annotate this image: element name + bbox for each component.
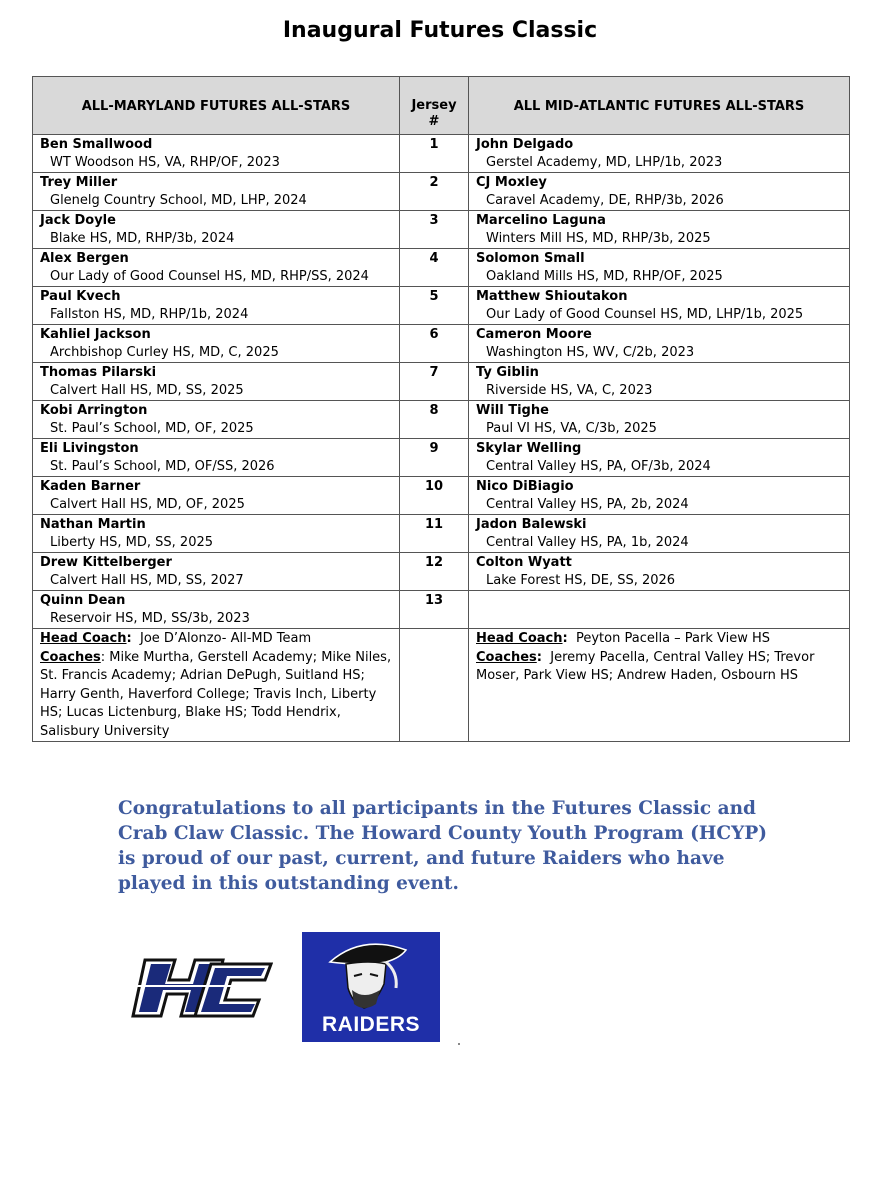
left-player-detail: Blake HS, MD, RHP/3b, 2024 — [50, 231, 235, 246]
table-row — [33, 249, 850, 287]
right-player-name: Matthew Shioutakon — [476, 289, 628, 304]
right-player-name: Ty Giblin — [476, 365, 539, 380]
left-player-name: Eli Livingston — [40, 441, 139, 456]
left-coaches-cell: Head Coach: Joe D’Alonzo- All-MD Team Coaches: Mike Murtha, Gerstell Academy; Mike Niles, St. Francis Academy; Adrian DePugh, Suitland HS; Harry Genth, Haverford College; Travis Inch, Liberty HS; Lucas Lictenburg, Blake HS; Todd Hendrix, Salisbury University — [33, 629, 400, 742]
raiders-logo-text: RAIDERS — [321, 1013, 420, 1036]
congratulations-message: Congratulations to all participants in the Futures Classic and Crab Claw Classic. The Howard County Youth Program (HCYP) is proud of our past, current, and future Raiders who have played in this outstanding event. — [118, 798, 767, 894]
right-player-name: Marcelino Laguna — [476, 213, 606, 228]
left-player-detail: St. Paul’s School, MD, OF, 2025 — [50, 421, 254, 436]
table-row — [33, 401, 850, 439]
table-row — [33, 325, 850, 363]
right-player-detail: Riverside HS, VA, C, 2023 — [486, 383, 653, 398]
table-row — [33, 477, 850, 515]
left-player-detail: Reservoir HS, MD, SS/3b, 2023 — [50, 611, 250, 626]
header-left-team: ALL-MARYLAND FUTURES ALL-STARS — [33, 77, 400, 135]
left-player-cell — [33, 553, 400, 591]
pirate-icon — [302, 932, 440, 1012]
left-player-name: Drew Kittelberger — [40, 555, 172, 570]
right-player-name: Nico DiBiagio — [476, 479, 574, 494]
right-player-cell — [469, 135, 850, 173]
table-row — [33, 287, 850, 325]
left-player-cell — [33, 591, 400, 629]
header-right-team: ALL MID-ATLANTIC FUTURES ALL-STARS — [469, 77, 850, 135]
coaches-jersey-empty — [400, 629, 469, 742]
left-player-detail: Our Lady of Good Counsel HS, MD, RHP/SS, 2024 — [50, 269, 369, 284]
left-player-name: Kobi Arrington — [40, 403, 148, 418]
jersey-number: 1 — [400, 135, 469, 173]
left-player-cell — [33, 287, 400, 325]
right-player-cell — [469, 287, 850, 325]
header-jersey — [400, 77, 469, 135]
table-row — [33, 211, 850, 249]
left-player-name: Kaden Barner — [40, 479, 141, 494]
left-player-detail: Glenelg Country School, MD, LHP, 2024 — [50, 193, 307, 208]
left-player-cell — [33, 249, 400, 287]
header-jersey-line1: Jersey — [411, 98, 457, 113]
coaches-row — [33, 629, 850, 742]
left-coaches-label: Coaches — [40, 649, 101, 665]
jersey-number: 12 — [400, 553, 469, 591]
left-player-name: Paul Kvech — [40, 289, 121, 304]
jersey-number: 10 — [400, 477, 469, 515]
left-player-name: Nathan Martin — [40, 517, 146, 532]
right-player-detail: Oakland Mills HS, MD, RHP/OF, 2025 — [486, 269, 723, 284]
right-player-name: Colton Wyatt — [476, 555, 572, 570]
table-row — [33, 439, 850, 477]
right-player-cell — [469, 173, 850, 211]
jersey-number: 6 — [400, 325, 469, 363]
left-player-detail: WT Woodson HS, VA, RHP/OF, 2023 — [50, 155, 280, 170]
speck — [458, 1043, 460, 1045]
jersey-number: 2 — [400, 173, 469, 211]
page-title: Inaugural Futures Classic — [282, 18, 598, 43]
left-player-detail: Calvert Hall HS, MD, SS, 2027 — [50, 573, 244, 588]
right-player-name: John Delgado — [476, 137, 574, 152]
roster-table — [32, 76, 850, 742]
right-player-detail: Central Valley HS, PA, 2b, 2024 — [486, 497, 689, 512]
right-player-detail: Caravel Academy, DE, RHP/3b, 2026 — [486, 193, 724, 208]
left-player-cell — [33, 515, 400, 553]
right-player-detail: Central Valley HS, PA, OF/3b, 2024 — [486, 459, 711, 474]
right-player-detail: Paul VI HS, VA, C/3b, 2025 — [486, 421, 657, 436]
right-player-detail: Our Lady of Good Counsel HS, MD, LHP/1b, 2025 — [486, 307, 804, 322]
right-player-name: Solomon Small — [476, 251, 585, 266]
left-player-detail: St. Paul’s School, MD, OF/SS, 2026 — [50, 459, 275, 474]
right-player-cell — [469, 363, 850, 401]
jersey-number: 9 — [400, 439, 469, 477]
left-head-coach-label: Head Coach — [40, 631, 127, 646]
hc-logo-mark — [133, 960, 271, 1016]
left-player-cell — [33, 401, 400, 439]
left-player-name: Kahliel Jackson — [40, 327, 151, 342]
right-player-cell — [469, 477, 850, 515]
left-player-detail: Calvert Hall HS, MD, OF, 2025 — [50, 497, 245, 512]
left-player-name: Thomas Pilarski — [40, 365, 157, 380]
right-player-cell — [469, 211, 850, 249]
right-player-detail: Central Valley HS, PA, 1b, 2024 — [486, 535, 689, 550]
right-head-coach-value: Peyton Pacella – Park View HS — [575, 631, 771, 646]
right-player-cell — [469, 439, 850, 477]
table-row — [33, 515, 850, 553]
jersey-number: 11 — [400, 515, 469, 553]
left-player-detail: Calvert Hall HS, MD, SS, 2025 — [50, 383, 244, 398]
jersey-number: 7 — [400, 363, 469, 401]
right-player-name: Will Tighe — [476, 403, 549, 418]
right-player-detail: Lake Forest HS, DE, SS, 2026 — [486, 573, 676, 588]
left-player-detail: Liberty HS, MD, SS, 2025 — [50, 535, 214, 550]
jersey-number: 3 — [400, 211, 469, 249]
table-row — [33, 135, 850, 173]
left-player-name: Jack Doyle — [40, 213, 116, 228]
hc-logo — [131, 956, 273, 1020]
right-head-coach-label: Head Coach — [476, 631, 563, 646]
right-player-name: Skylar Welling — [476, 441, 582, 456]
table-row — [33, 363, 850, 401]
left-player-name: Trey Miller — [40, 175, 118, 190]
right-player-cell — [469, 591, 850, 629]
right-player-cell — [469, 325, 850, 363]
jersey-number: 5 — [400, 287, 469, 325]
left-player-cell — [33, 211, 400, 249]
right-player-cell — [469, 553, 850, 591]
left-player-cell — [33, 477, 400, 515]
jersey-number: 4 — [400, 249, 469, 287]
left-player-cell — [33, 363, 400, 401]
left-player-detail: Fallston HS, MD, RHP/1b, 2024 — [50, 307, 249, 322]
left-player-cell — [33, 439, 400, 477]
right-player-cell — [469, 515, 850, 553]
raiders-logo — [302, 932, 440, 1042]
right-player-name: Jadon Balewski — [476, 517, 587, 532]
right-player-cell — [469, 401, 850, 439]
left-head-coach-value: Joe D’Alonzo- All-MD Team — [139, 631, 312, 646]
table-header-row — [33, 77, 850, 135]
left-player-name: Ben Smallwood — [40, 137, 153, 152]
left-coaches-value: Mike Murtha, Gerstell Academy; Mike Niles, St. Francis Academy; Adrian DePugh, Suitland HS; Harry Genth, Haverford College; Travis Inch, Liberty HS; Lucas Lictenburg, Blake HS; Todd Hendrix, Salisbury University — [40, 649, 392, 739]
left-player-cell — [33, 173, 400, 211]
header-jersey-line2: # — [428, 114, 440, 129]
table-row — [33, 173, 850, 211]
right-player-name — [476, 592, 849, 610]
right-coaches-cell: Head Coach: Peyton Pacella – Park View HS Coaches: Jeremy Pacella, Central Valley HS; Trevor Moser, Park View HS; Andrew Haden, Osbourn HS — [469, 629, 850, 742]
right-player-name: CJ Moxley — [476, 175, 547, 190]
table-row — [33, 591, 850, 629]
right-player-detail: Gerstel Academy, MD, LHP/1b, 2023 — [486, 155, 723, 170]
right-player-detail — [476, 610, 849, 628]
right-coaches-value: Jeremy Pacella, Central Valley HS; Trevor Moser, Park View HS; Andrew Haden, Osbourn HS — [476, 649, 815, 683]
jersey-number: 8 — [400, 401, 469, 439]
jersey-number: 13 — [400, 591, 469, 629]
left-player-cell — [33, 135, 400, 173]
left-player-cell — [33, 325, 400, 363]
right-player-cell — [469, 249, 850, 287]
right-player-name: Cameron Moore — [476, 327, 592, 342]
right-player-detail: Washington HS, WV, C/2b, 2023 — [486, 345, 695, 360]
table-row — [33, 553, 850, 591]
left-player-name: Quinn Dean — [40, 593, 126, 608]
right-coaches-label: Coaches — [476, 649, 537, 665]
left-player-detail: Archbishop Curley HS, MD, C, 2025 — [50, 345, 279, 360]
left-player-name: Alex Bergen — [40, 251, 129, 266]
right-player-detail: Winters Mill HS, MD, RHP/3b, 2025 — [486, 231, 711, 246]
